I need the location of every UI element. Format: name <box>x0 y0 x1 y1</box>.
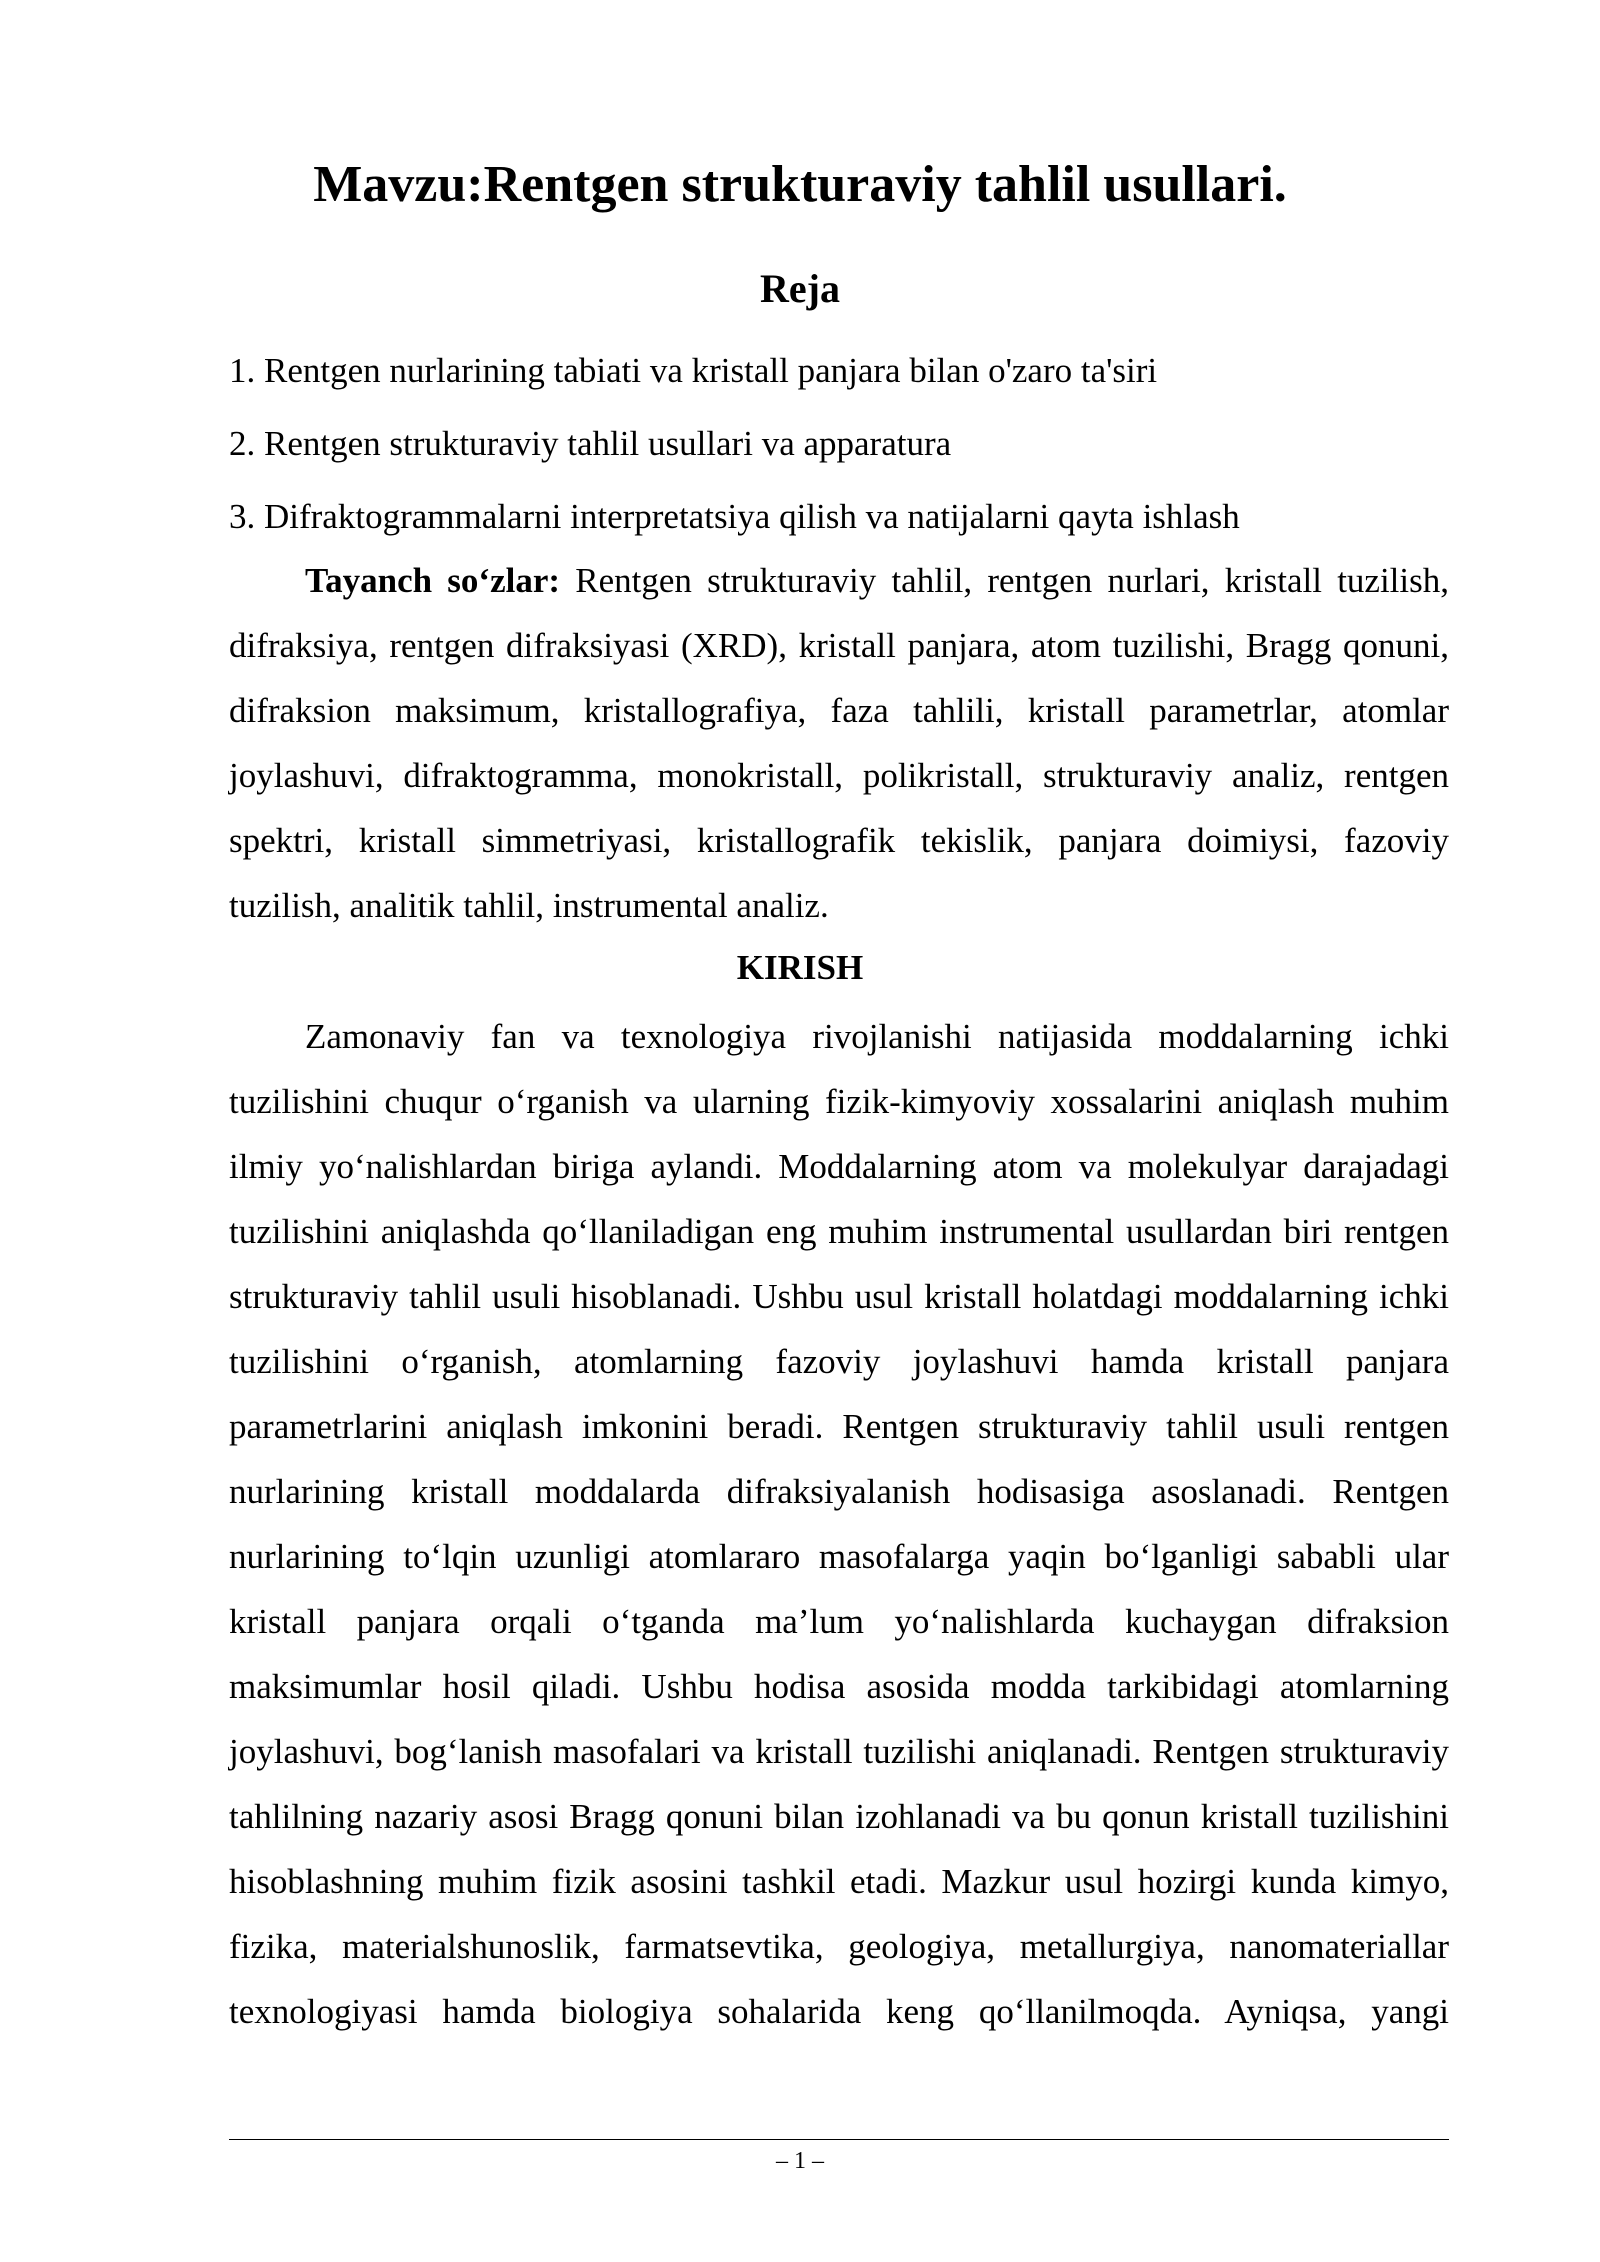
plan-heading: Reja <box>760 266 840 311</box>
section-heading: KIRISH <box>736 948 864 987</box>
plan-item: 2. Rentgen strukturaviy tahlil usullari va apparatura <box>229 424 952 463</box>
page-number: – 1 – <box>776 2148 824 2174</box>
intro-paragraph: Zamonaviy fan va texnologiya rivojlanishi natijasida moddalarning ichki tuzilishini chuqur o‘rganish va ularning fizik-kimyoviy xossalarini aniqlash muhim ilmiy yo‘nalishlardan biriga aylandi. Moddalarning atom va molekulyar darajadagi tuzilishini aniqlashda qo‘llaniladigan eng muhim instrumental usullardan biri rentgen strukturaviy tahlil usuli hisoblanadi. Ushbu usul kristall holatdagi moddalarning ichki tuzilishini o‘rganish, atomlarning fazoviy joylashuvi hamda kristall panjara parametrlarini aniqlash imkonini beradi. Rentgen strukturaviy tahlil usuli rentgen nurlarining kristall moddalarda difraksiyalanish hodisasiga asoslanadi. Rentgen nurlarining to‘lqin uzunligi atomlararo masofalarga yaqin bo‘lganligi sababli ular kristall panjara orqali o‘tganda ma’lum yo‘nalishlarda kuchaygan difraksion maksimumlar hosil qiladi. Ushbu hodisa asosida modda tarkibidagi atomlarning joylashuvi, bog‘lanish masofalari va kristall tuzilishi aniqlanadi. Rentgen strukturaviy tahlilning nazariy asosi Bragg qonuni bilan izohlanadi va bu qonun kristall tuzilishini hisoblashning muhim fizik asosini tashkil etadi. Mazkur usul hozirgi kunda kimyo, fizika, materialshunoslik, farmatsevtika, geologiya, metallurgiya, nanomateriallar texnologiyasi hamda biologiya sohalarida keng qo‘llanilmoqda. Ayniqsa, yangi <box>229 1017 1449 2031</box>
keywords-paragraph <box>229 548 1449 938</box>
plan-item: 1. Rentgen nurlarining tabiati va kristall panjara bilan o'zaro ta'siri <box>229 351 1158 390</box>
document-title: Mavzu:Rentgen strukturaviy tahlil usullari. <box>313 156 1287 213</box>
keywords-label: Tayanch so‘zlar: <box>305 561 561 600</box>
keywords-text: Rentgen strukturaviy tahlil, rentgen nurlari, kristall tuzilish, difraksiya, rentgen difraksiyasi (XRD), kristall panjara, atom tuzilishi, Bragg qonuni, difraksion maksimum, kristallografiya, faza tahlili, kristall parametrlar, atomlar joylashuvi, difraktogramma, monokristall, polikristall, strukturaviy analiz, rentgen spektri, kristall simmetriyasi, kristallografik tekislik, panjara doimiysi, fazoviy tuzilish, analitik tahlil, instrumental analiz. <box>229 561 1449 925</box>
plan-list <box>229 334 1449 553</box>
footer-divider <box>229 2139 1449 2140</box>
plan-item: 3. Difraktogrammalarni interpretatsiya qilish va natijalarni qayta ishlash <box>229 497 1240 536</box>
